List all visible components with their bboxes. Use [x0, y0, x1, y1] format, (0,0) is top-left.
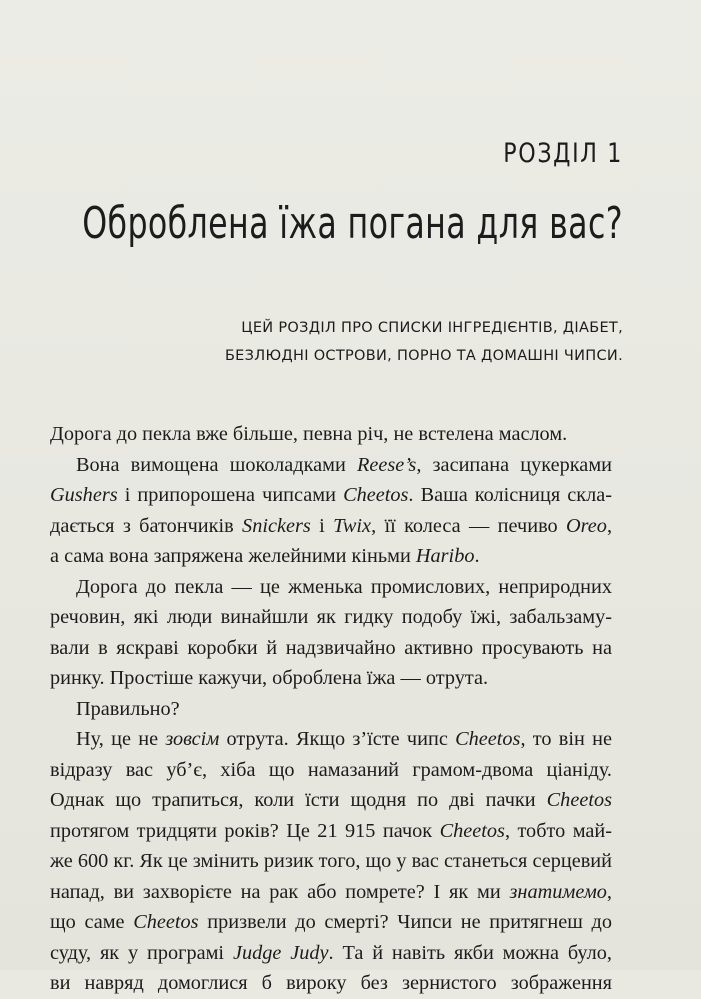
text-line — [50, 846, 612, 877]
italic-run: Gushers — [50, 484, 118, 506]
text-run: . Ваша колісниця скла- — [408, 484, 612, 506]
text-line — [50, 694, 612, 725]
text-line — [50, 633, 612, 664]
text-line — [50, 450, 612, 481]
text-line — [50, 480, 612, 511]
chapter-summary — [225, 314, 623, 370]
text-line — [50, 907, 612, 938]
text-line — [50, 755, 612, 786]
italic-run: Cheetos — [455, 728, 521, 750]
text-run: напад, ви захворієте на рак або помрете? І як ми — [50, 880, 510, 903]
italic-run: зовсім — [165, 728, 220, 750]
text-line — [50, 816, 612, 847]
text-run: Ну, це не — [76, 728, 166, 750]
text-line — [50, 938, 612, 969]
italic-run: Twix — [333, 514, 372, 537]
text-line — [50, 968, 612, 999]
italic-run: Judge Judy — [232, 941, 329, 964]
italic-run: Cheetos — [133, 911, 199, 933]
body-text — [50, 419, 612, 999]
text-run: і — [310, 514, 334, 537]
text-run: Дорога до пекла — це жменька промислових, неприродних — [76, 575, 612, 598]
text-run: Правильно? — [76, 697, 180, 720]
text-run: , то він не — [520, 728, 612, 750]
text-run: що саме — [50, 911, 134, 933]
italic-run: Reese’s — [357, 453, 417, 476]
text-run: ринку. Простіше кажучи, оброблена їжа — отрута. — [50, 667, 489, 689]
text-run: . — [474, 545, 480, 567]
italic-run: Oreo — [566, 514, 607, 537]
text-run: суду, як у програмі — [50, 941, 233, 964]
text-run: , — [606, 514, 613, 537]
text-line — [50, 724, 612, 755]
text-run: , тобто май- — [504, 819, 612, 842]
text-run: Однак що трапиться, коли їсти щодня по дві пачки — [50, 789, 547, 811]
italic-run: Haribo — [415, 545, 475, 567]
text-run: протягом тридцяти років? Це 21 915 пачок — [50, 819, 440, 842]
text-run: . Та й навіть якби можна було, — [328, 941, 612, 964]
text-run: Дорога до пекла вже більше, певна річ, не встелена маслом. — [50, 423, 568, 445]
italic-run: Snickers — [242, 514, 311, 537]
italic-run: Cheetos — [546, 789, 612, 811]
text-run: , — [606, 880, 612, 903]
chapter-label: РОЗДІЛ 1 — [503, 138, 623, 169]
text-line — [50, 602, 612, 633]
chapter-summary-line: ЦЕЙ РОЗДІЛ ПРО СПИСКИ ІНГРЕДІЄНТІВ, ДІАБЕТ, — [241, 320, 623, 336]
chapter-summary-line: БЕЗЛЮДНІ ОСТРОВИ, ПОРНО ТА ДОМАШНІ ЧИПСИ. — [224, 348, 623, 364]
text-run: і припорошена чипсами — [117, 484, 344, 506]
text-line — [50, 511, 612, 542]
text-line — [50, 572, 612, 603]
text-line — [50, 877, 612, 908]
italic-run: Cheetos — [343, 484, 409, 506]
text-line — [50, 419, 612, 450]
chapter-title: Оброблена їжа погана для вас? — [82, 198, 623, 249]
text-run: відразу вас уб’є, хіба що намазаний грамом-двома ціаніду. — [50, 758, 612, 781]
text-line — [50, 541, 612, 572]
text-run: вали в яскраві коробки й надзвичайно активно просувають на — [50, 636, 612, 659]
text-run: речовин, які люди винайшли як гидку подобу їжі, забальзаму- — [50, 606, 612, 628]
text-run: , її колеса — печиво — [371, 514, 566, 537]
text-line — [50, 785, 612, 816]
italic-run: знатимемо — [509, 880, 607, 903]
text-run: , засипана цукерками — [416, 453, 613, 476]
text-run: а сама вона запряжена желейними кіньми — [50, 545, 416, 567]
text-run: призвели до смерті? Чипси не притягнеш до — [198, 911, 612, 933]
text-run: ви навряд домоглися б вироку без зернистого зображення — [50, 972, 612, 994]
text-line — [50, 663, 612, 694]
text-run: дається з батончиків — [50, 514, 243, 537]
text-run: же 600 кг. Як це змінить ризик того, що у вас станеться серцевий — [50, 850, 612, 872]
text-run: Вона вимощена шоколадками — [76, 453, 357, 476]
italic-run: Cheetos — [439, 819, 505, 842]
text-run: отрута. Якщо з’їсте чипс — [219, 728, 456, 750]
